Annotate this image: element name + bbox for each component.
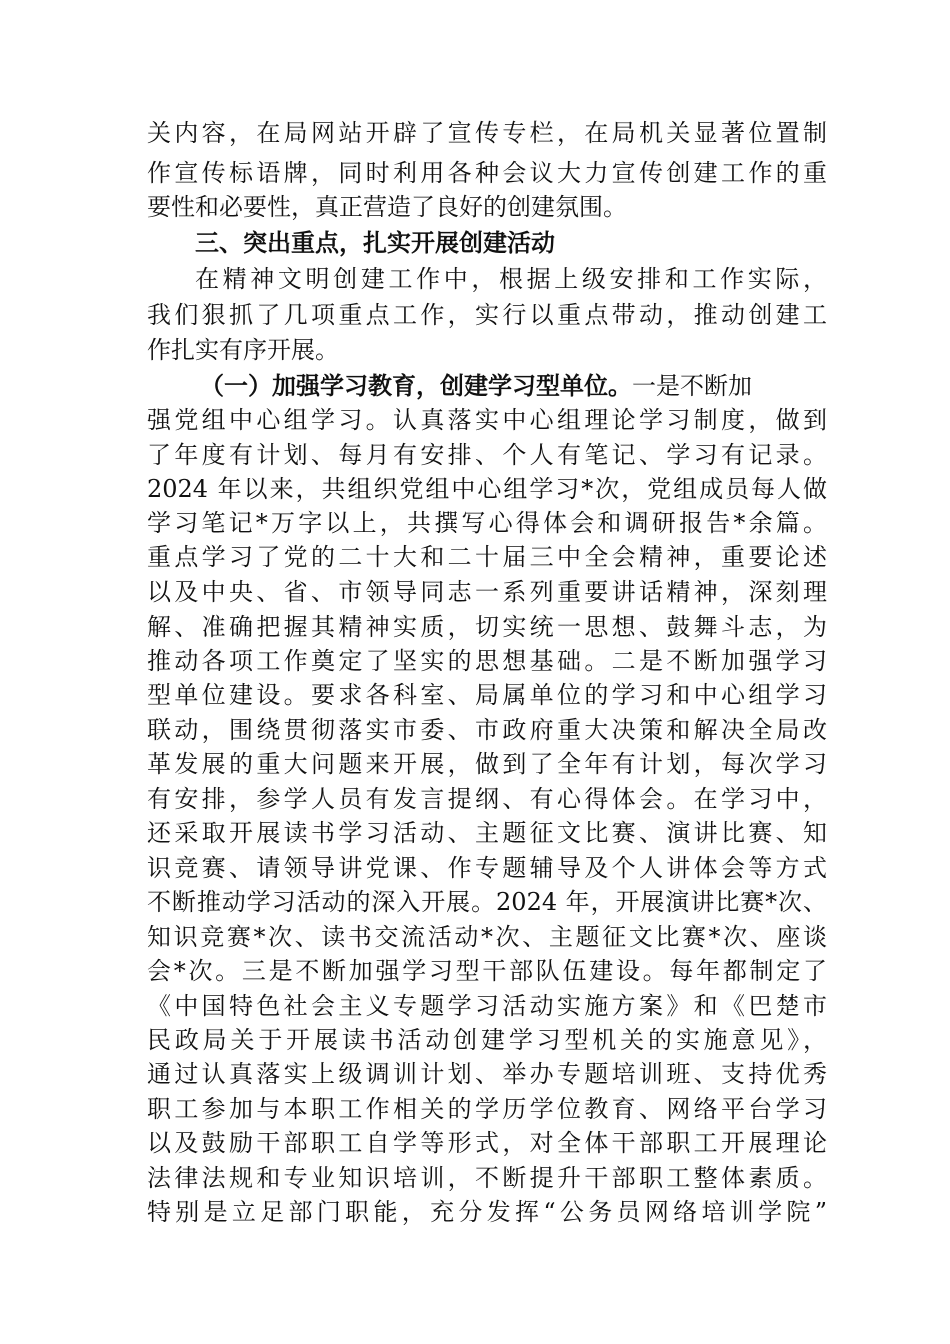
body-text-line: 会*次。三是不断加强学习型干部队伍建设。每年都制定了 <box>147 957 827 985</box>
body-text-line: 要性和必要性，真正营造了良好的创建氛围。 <box>147 193 627 221</box>
body-text-line: 有安排，参学人员有发言提纲、有心得体会。在学习中， <box>147 785 827 813</box>
body-text-line: 推动各项工作奠定了坚实的思想基础。二是不断加强学习 <box>147 647 827 675</box>
section-heading: 三、突出重点，扎实开展创建活动 <box>195 228 555 257</box>
body-text-line: 革发展的重大问题来开展，做到了全年有计划，每次学习 <box>147 750 827 778</box>
body-text-line: 知识竞赛*次、读书交流活动*次、主题征文比赛*次、座谈 <box>147 923 827 951</box>
body-text-line: 在精神文明创建工作中，根据上级安排和工作实际， <box>195 265 827 293</box>
body-text-line: 职工参加与本职工作相关的学历学位教育、网络平台学习 <box>147 1095 827 1123</box>
body-text-line: 解、准确把握其精神实质，切实统一思想、鼓舞斗志，为 <box>147 613 827 641</box>
body-text-line: 我们狠抓了几项重点工作，实行以重点带动，推动创建工 <box>147 301 827 329</box>
body-text-line: 型单位建设。要求各科室、局属单位的学习和中心组学习 <box>147 681 827 709</box>
subsection-heading: （一）加强学习教育，创建学习型单位。 <box>200 371 632 400</box>
body-text-line: 重点学习了党的二十大和二十届三中全会精神，重要论述 <box>147 543 827 571</box>
body-text-line: 以及中央、省、市领导同志一系列重要讲话精神，深刻理 <box>147 578 827 606</box>
body-text-line: 作扎实有序开展。 <box>147 336 339 364</box>
body-text-line: 了年度有计划、每月有安排、个人有笔记、学习有记录。 <box>147 441 827 469</box>
body-text-line: 以及鼓励干部职工自学等形式，对全体干部职工开展理论 <box>147 1129 827 1157</box>
body-text-line: 强党组中心组学习。认真落实中心组理论学习制度，做到 <box>147 406 827 434</box>
body-text-line: 2024 年以来，共组织党组中心组学习*次，党组成员每人做 <box>147 475 827 503</box>
body-text-line: 民政局关于开展读书活动创建学习型机关的实施意见》， <box>147 1026 827 1054</box>
body-text-line: 学习笔记*万字以上，共撰写心得体会和调研报告*余篇。 <box>147 509 827 537</box>
body-text-line: 联动，围绕贯彻落实市委、市政府重大决策和解决全局改 <box>147 716 827 744</box>
body-text-line: 不断推动学习活动的深入开展。2024 年，开展演讲比赛*次、 <box>147 888 827 916</box>
body-text-line: 还采取开展读书学习活动、主题征文比赛、演讲比赛、知 <box>147 819 827 847</box>
body-text-line: 作宣传标语牌，同时利用各种会议大力宣传创建工作的重 <box>147 159 827 187</box>
body-text-line: 通过认真落实上级调训计划、举办专题培训班、支持优秀 <box>147 1060 827 1088</box>
subsection-line <box>200 369 827 403</box>
body-text-line: 《中国特色社会主义专题学习活动实施方案》和《巴楚市 <box>147 992 827 1020</box>
body-text-line: 法律法规和专业知识培训，不断提升干部职工整体素质。 <box>147 1164 827 1192</box>
body-text-line: 特别是立足部门职能，充分发挥“公务员网络培训学院” <box>147 1198 827 1226</box>
body-text-fragment: 一是不断加 <box>632 372 752 400</box>
body-text-line: 关内容，在局网站开辟了宣传专栏，在局机关显著位置制 <box>147 119 827 147</box>
body-text-line: 识竞赛、请领导讲党课、作专题辅导及个人讲体会等方式 <box>147 854 827 882</box>
